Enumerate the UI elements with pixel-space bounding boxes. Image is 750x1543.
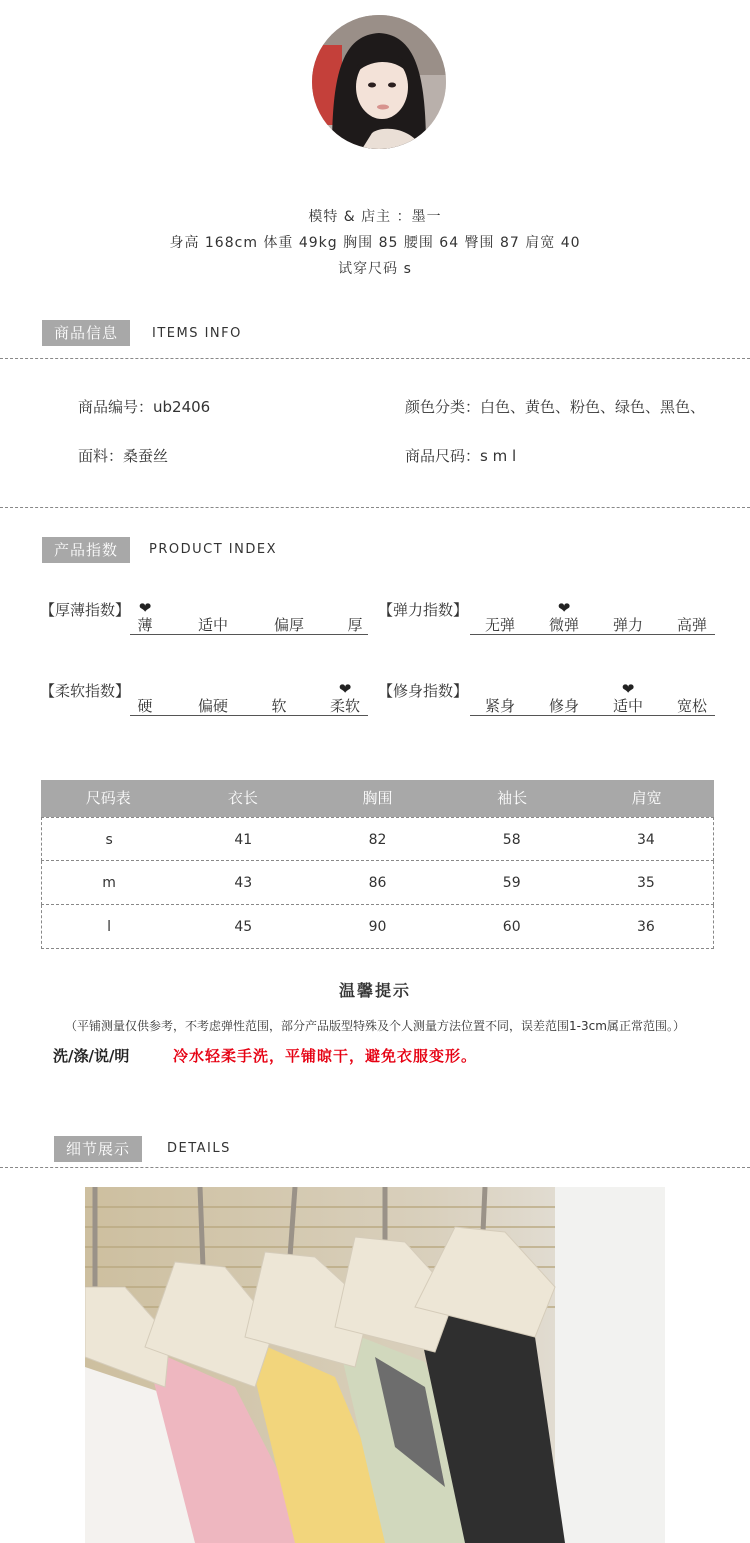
tips-note: （平铺测量仅供参考，不考虑弹性范围，部分产品版型特殊及个人测量方法位置不同，误差范围1-3cm属正常范围。） <box>65 1019 685 1033</box>
index-option: ❤ 柔软 <box>320 695 370 716</box>
table-header-cell: 袖长 <box>497 789 528 807</box>
table-cell: 41 <box>234 832 253 848</box>
table-cell: s <box>105 832 113 848</box>
table-cell: 90 <box>368 919 387 935</box>
product-index-en: PRODUCT INDEX <box>149 542 277 557</box>
index-option: 偏厚 <box>273 616 304 634</box>
details-tag: 细节展示 <box>54 1136 142 1162</box>
table-cell: 36 <box>637 919 655 935</box>
table-cell: 58 <box>502 832 521 848</box>
thickness-index <box>130 599 368 635</box>
model-avatar <box>312 15 446 149</box>
softness-index <box>130 680 368 716</box>
detail-photo <box>85 1187 665 1543</box>
table-header-cell: 尺码表 <box>85 789 131 807</box>
thickness-label: 【厚薄指数】 <box>40 601 131 619</box>
index-option: 软 <box>271 697 287 715</box>
table-cell: 45 <box>234 919 253 935</box>
index-option: 高弹 <box>676 616 707 634</box>
model-portrait-image <box>312 15 446 149</box>
model-try-size: 试穿尺码 s <box>338 261 412 277</box>
table-cell: 43 <box>234 875 253 891</box>
table-row <box>41 817 714 861</box>
elasticity-label: 【弹力指数】 <box>378 601 469 619</box>
wash-label: 洗/涤/说/明 <box>53 1047 130 1065</box>
table-cell: 86 <box>368 875 387 891</box>
index-option: 紧身 <box>484 697 515 715</box>
table-cell: 34 <box>637 832 655 848</box>
index-option: 无弹 <box>484 616 515 634</box>
fit-label: 【修身指数】 <box>378 682 469 700</box>
table-cell: 35 <box>637 875 655 891</box>
index-option: 弹力 <box>612 616 643 634</box>
hanging-camisoles-image <box>85 1187 665 1543</box>
table-header-cell: 肩宽 <box>631 789 662 807</box>
section-divider <box>0 1167 750 1168</box>
index-option: ❤ 适中 <box>603 695 653 716</box>
index-option: ❤ 薄 <box>120 614 170 635</box>
table-cell: 82 <box>368 832 387 848</box>
section-divider <box>0 358 750 359</box>
heart-icon: ❤ <box>138 599 152 617</box>
index-option: 偏硬 <box>197 697 228 715</box>
wash-instructions: 冷水轻柔手洗，平铺晾干，避免衣服变形。 <box>173 1047 478 1065</box>
table-row <box>41 861 714 905</box>
items-info-tag: 商品信息 <box>42 320 130 346</box>
table-cell: l <box>107 919 112 935</box>
model-measurements: 身高 168cm 体重 49kg 胸围 85 腰围 64 臀围 87 肩宽 40 <box>169 235 581 251</box>
table-cell: 60 <box>502 919 521 935</box>
product-index-tag: 产品指数 <box>42 537 130 563</box>
softness-label: 【柔软指数】 <box>40 682 131 700</box>
color-options: 颜色分类：白色、黄色、粉色、绿色、黑色、 <box>405 398 706 416</box>
index-option: ❤ 微弹 <box>539 614 589 635</box>
size-table-header <box>41 780 714 817</box>
table-cell: m <box>102 875 116 891</box>
table-row <box>41 905 714 949</box>
heart-icon: ❤ <box>338 680 352 698</box>
index-option: 厚 <box>347 616 363 634</box>
tips-title: 温馨提示 <box>338 981 411 1000</box>
index-option: 宽松 <box>676 697 707 715</box>
product-code: 商品编号：ub2406 <box>78 398 211 416</box>
fabric: 面料：桑蚕丝 <box>78 447 169 465</box>
details-en: DETAILS <box>167 1141 231 1156</box>
index-option: 硬 <box>137 697 153 715</box>
elasticity-index <box>470 599 715 635</box>
product-sizes: 商品尺码：s m l <box>405 447 517 465</box>
section-divider <box>0 507 750 508</box>
heart-icon: ❤ <box>621 680 635 698</box>
model-title: 模特 & 店主 ：墨一 <box>308 209 442 225</box>
items-info-en: ITEMS INFO <box>152 326 242 341</box>
table-header-cell: 胸围 <box>362 789 393 807</box>
index-option: 修身 <box>548 697 579 715</box>
heart-icon: ❤ <box>557 599 571 617</box>
size-table <box>41 780 714 949</box>
table-header-cell: 衣长 <box>227 789 258 807</box>
table-cell: 59 <box>502 875 521 891</box>
index-option: 适中 <box>197 616 228 634</box>
fit-index <box>470 680 715 716</box>
